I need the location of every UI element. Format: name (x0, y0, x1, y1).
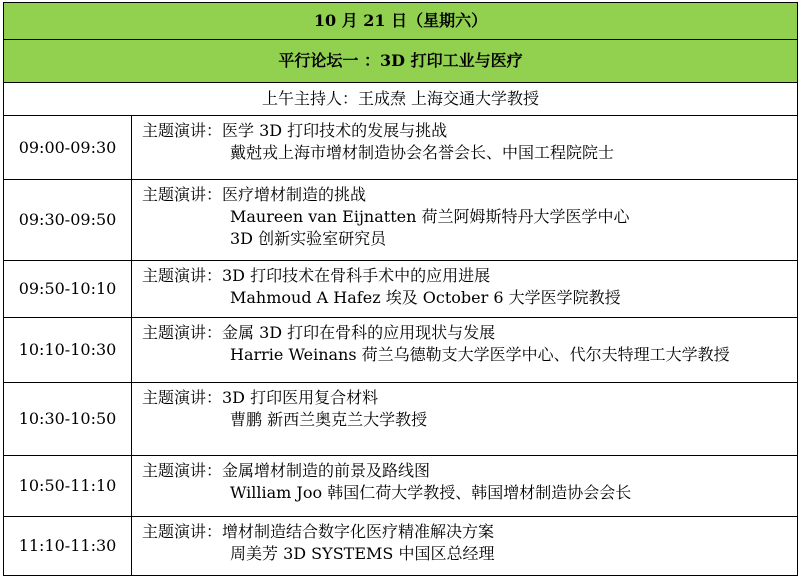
host-text: 上午主持人：王成焘 上海交通大学教授 (4, 83, 798, 116)
session-speaker: 戴尅戎上海市增材制造协会名誉会长、中国工程院院士 (230, 143, 615, 162)
session-time: 10:10-10:30 (4, 318, 132, 383)
session-row (4, 456, 798, 517)
host-row (4, 83, 798, 116)
session-row (4, 180, 798, 261)
session-speaker: Maureen van Eijnatten 荷兰阿姆斯特丹大学医学中心 (230, 207, 630, 226)
session-title: 主题演讲：增材制造结合数字化医疗精准解决方案 (142, 522, 495, 541)
forum-header-row (4, 40, 798, 83)
session-content (132, 383, 798, 456)
session-speaker: Harrie Weinans 荷兰乌德勒支大学医学中心、代尔夫特理工大学教授 (230, 345, 730, 364)
session-speaker-cont: 3D 创新实验室研究员 (230, 229, 387, 248)
session-time: 09:00-09:30 (4, 116, 132, 180)
session-time: 10:50-11:10 (4, 456, 132, 517)
forum-title: 平行论坛一 ：3D 打印工业与医疗 (4, 40, 798, 83)
session-content (132, 261, 798, 318)
session-title: 主题演讲：医疗增材制造的挑战 (142, 185, 367, 204)
session-title: 主题演讲：3D 打印技术在骨科手术中的应用进展 (142, 266, 491, 285)
session-row (4, 261, 798, 318)
session-content (132, 116, 798, 180)
session-content (132, 517, 798, 576)
session-speaker: William Joo 韩国仁荷大学教授、韩国增材制造协会会长 (230, 483, 632, 502)
session-content (132, 180, 798, 261)
date-header: 10 月 21 日（星期六） (4, 3, 798, 40)
session-row (4, 383, 798, 456)
session-row (4, 517, 798, 576)
session-row (4, 116, 798, 180)
session-title: 主题演讲：3D 打印医用复合材料 (142, 388, 379, 407)
session-time: 09:50-10:10 (4, 261, 132, 318)
session-speaker: 曹鹏 新西兰奥克兰大学教授 (230, 410, 428, 429)
session-title: 主题演讲：金属增材制造的前景及路线图 (142, 461, 431, 480)
session-time: 10:30-10:50 (4, 383, 132, 456)
session-speaker: Mahmoud A Hafez 埃及 October 6 大学医学院教授 (230, 288, 621, 307)
session-title: 主题演讲：医学 3D 打印技术的发展与挑战 (142, 121, 448, 140)
session-speaker: 周美芳 3D SYSTEMS 中国区总经理 (230, 544, 495, 563)
session-row (4, 318, 798, 383)
session-time: 09:30-09:50 (4, 180, 132, 261)
session-time: 11:10-11:30 (4, 517, 132, 576)
schedule-table (3, 2, 798, 576)
session-content (132, 318, 798, 383)
date-header-row (4, 3, 798, 40)
session-content (132, 456, 798, 517)
session-title: 主题演讲：金属 3D 打印在骨科的应用现状与发展 (142, 323, 496, 342)
